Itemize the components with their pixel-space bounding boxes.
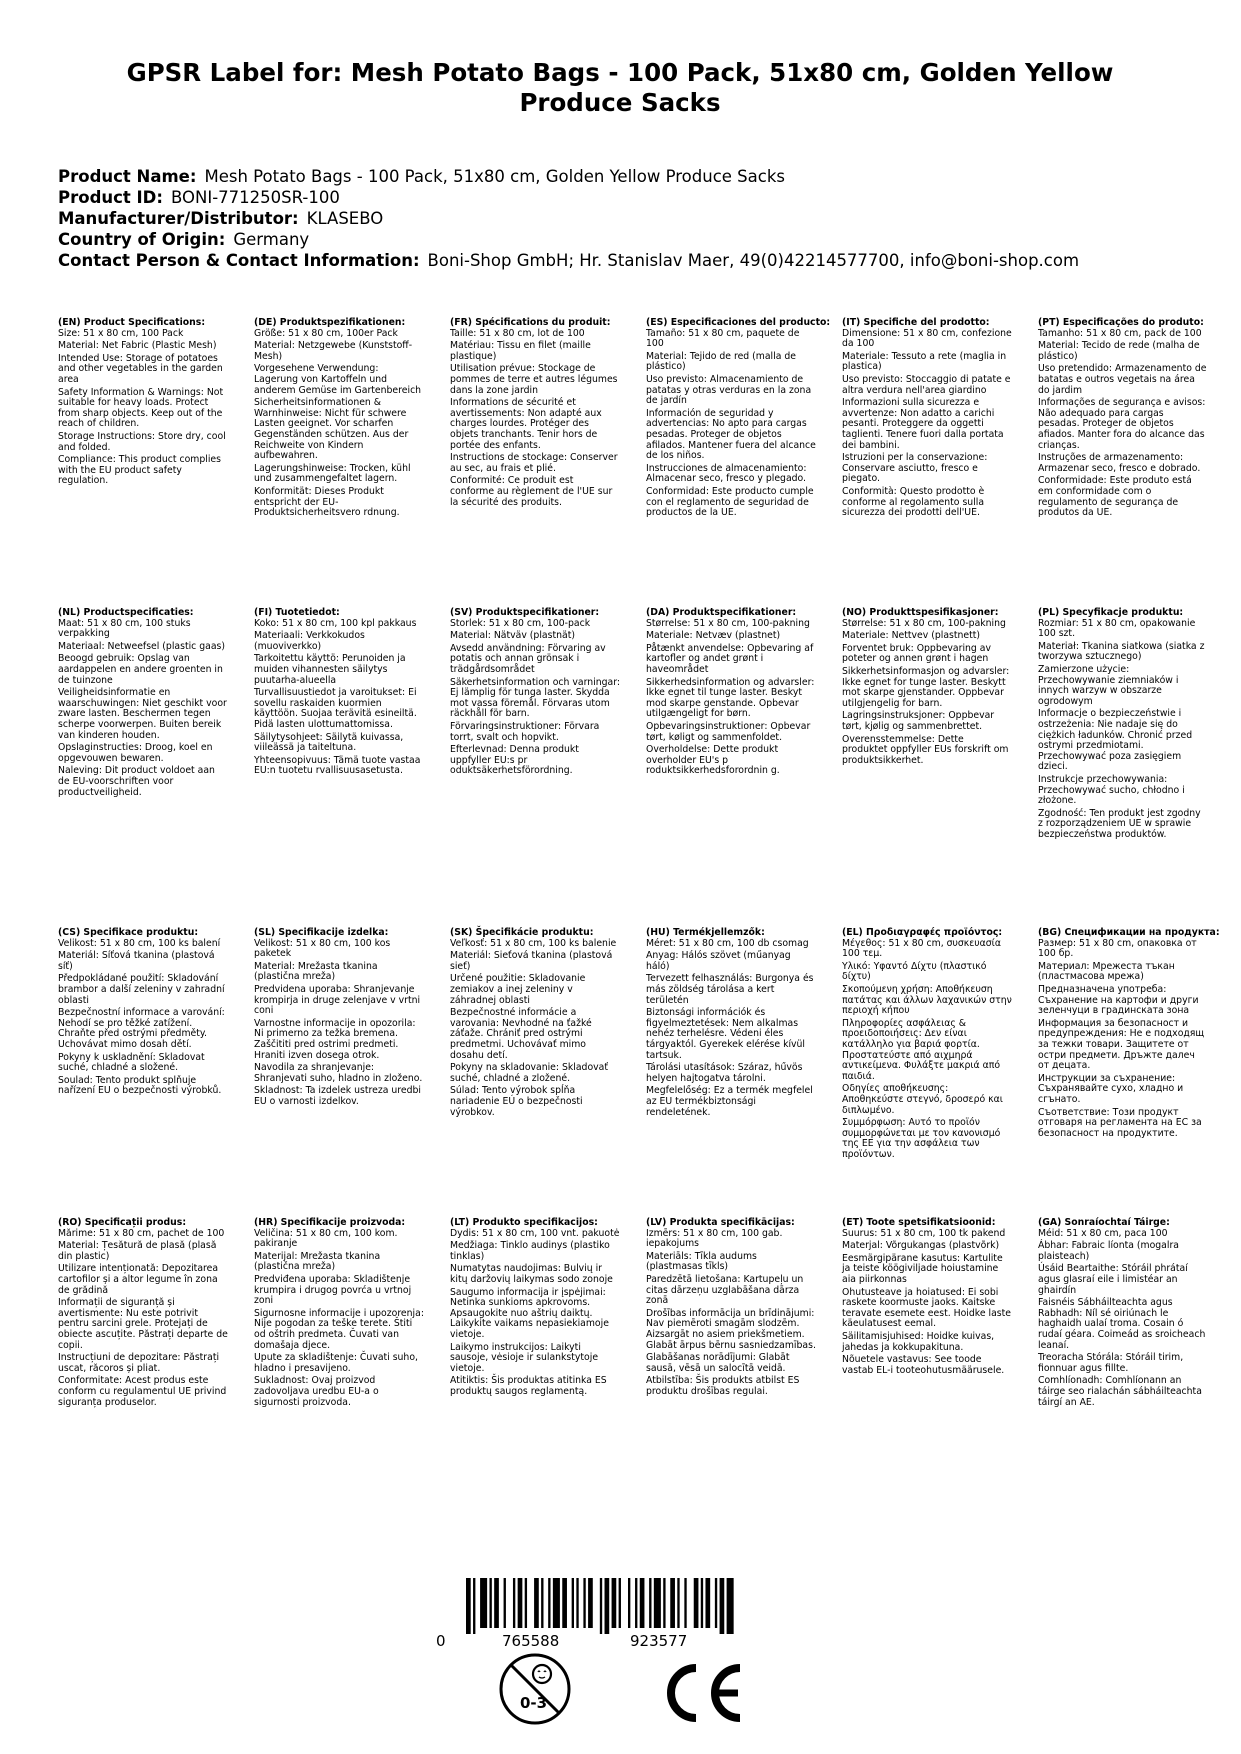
spec-block [254,1218,424,1410]
spec-item: Dydis: 51 x 80 cm, 100 vnt. pakuotė [450,1227,620,1239]
spec-block [58,608,228,800]
spec-item: Anyag: Hálós szövet (műanyag háló) [646,950,791,972]
spec-item: Utilisation prévue: Stockage de pommes de terre et autres légumes dans la zone jardin [450,363,618,396]
spec-item: Velikost: 51 x 80 cm, 100 kos paketek [254,937,391,960]
barcode-bar [670,1578,675,1628]
spec-heading: (CS) Specifikace produktu: [58,927,199,938]
spec-item: Maat: 51 x 80 cm, 100 stuks verpakking [58,617,191,640]
spec-item: Forventet bruk: Oppbevaring av poteter og annen grønt i hagen [842,642,991,665]
page-title: GPSR Label for: Mesh Potato Bags - 100 Pack, 51x80 cm, Golden Yellow Produce Sacks [126,58,1114,117]
barcode-bar [715,1578,717,1628]
ce-mark-icon [660,1662,744,1724]
spec-item: Veličina: 51 x 80 cm, 100 kom. pakiranje [254,1227,398,1250]
spec-item: Navodila za shranjevanje: Shranjevati suho, hladno in zloženo. [254,1062,423,1084]
spec-heading: (ES) Especificaciones del producto: [646,317,831,328]
spec-item: Material: Net Fabric (Plastic Mesh) [58,340,217,352]
spec-item: Soulad: Tento produkt splňuje nařízení EU o bezpečnosti výrobků. [58,1074,222,1097]
spec-heading: (LV) Produkta specifikācijas: [646,1217,795,1228]
barcode-bar [654,1578,661,1628]
spec-item: Vorgesehene Verwendung: Lagerung von Kartoffeln und anderem Gemüse im Gartenbereich [254,363,422,396]
spec-item: Predvidena uporaba: Shranjevanje krompirja in druge zelenjave v vrtni coni [254,983,421,1017]
spec-item: Konformität: Dieses Produkt entspricht der EU-Produktsicherheitsvero rdnung. [254,485,400,519]
spec-item: Bezpečnostné informácie a varovania: Nevhodné na ťažké záťaže. Chrániť pred ostrými predmetmi. Uchovávať mimo dosahu detí. [450,1007,592,1061]
spec-item: Avsedd användning: Förvaring av potatis och annan grönsak i trädgårdsområdet [450,642,606,675]
spec-item: Størrelse: 51 x 80 cm, 100-pakning [646,617,810,629]
spec-item: Informations de sécurité et avertissements: Non adapté aux charges lourdes. Protéger des objets tranchants. Tenir hors de portée des enfants. [450,397,602,451]
barcode-bar [513,1578,515,1628]
spec-item: Säkerhetsinformation och varningar: Ej lämplig för tunga laster. Skydda mot vassa föremål. Förvaras utom räckhåll för barn. [450,676,621,720]
spec-block [58,928,228,1099]
spec-item: Materiale: Netvæv (plastnet) [646,630,781,642]
spec-item: Säilitamisjuhised: Hoidke kuivas, jahedas ja kokkupakituna. [842,1330,995,1353]
spec-heading: (FR) Spécifications du produit: [450,317,611,328]
barcode-bar [694,1578,699,1628]
barcode-bar [489,1578,491,1628]
spec-item: Πληροφορίες ασφάλειας & προειδοποιήσεις: Δεν είναι κατάλληλο για βαριά φορτία. Προστατεύστε από αιχμηρά αντικείμενα. Φυλάξτε μακριά από παιδιά. [842,1017,1001,1082]
spec-item: Predviđena uporaba: Skladištenje krumpira i drugog povrća u vrtnoj zoni [254,1273,412,1307]
spec-item: Informações de segurança e avisos: Não adequado para cargas pesadas. Proteger de objetos afiados. Manter fora do alcance das crianças. [1038,397,1206,451]
spec-item: Информация за безопасност и предупреждения: Не е подходящ за тежки товари. Защитете от остри предмети. Дръжте далеч от децата. [1038,1017,1205,1072]
spec-item: Dimensione: 51 x 80 cm, confezione da 100 [842,327,1012,350]
spec-item: Conformitate: Acest produs este conform cu regulamentul UE privind siguranța produselor. [58,1375,227,1408]
spec-item: Úsáid Beartaithe: Stóráil phrátaí agus glasraí eile i limistéar an ghairdín [1038,1263,1188,1296]
spec-item: Glabāšanas norādījumi: Glabāt sausā, vēsā un salocītā veidā. [646,1352,790,1374]
spec-block [254,608,424,779]
barcode-right-digits: 923577 [630,1632,688,1650]
spec-item: Informacje o bezpieczeństwie i ostrzeżenia: Nie nadaje się do ciężkich ładunków. Chronić przed ostrymi przedmiotami. Przechowywać poza zasięgiem dzieci. [1038,708,1193,773]
spec-item: Sigurnosne informacije i upozorenja: Nije pogodan za teške terete. Štiti od oštrih predmeta. Čuvati van domašaja djece. [254,1307,424,1351]
spec-heading: (NL) Productspecificaties: [58,607,194,618]
spec-item: Conformidade: Este produto está em conformidade com o regulamento de segurança de produtos da UE. [1038,475,1192,519]
spec-block [1038,608,1208,842]
svg-text:0-3: 0-3 [520,1694,548,1712]
spec-block [58,318,228,489]
spec-item: Drošības informācija un brīdinājumi: Nav piemēroti smagām slodzēm. Aizsargāt no asiem priekšmetiem. Glabāt ārpus bērnu sasniedzamības. [646,1307,816,1351]
spec-item: Upute za skladištenje: Čuvati suho, hladno i presavijeno. [254,1352,418,1374]
barcode-bar [628,1578,630,1628]
barcode-bar [612,1578,617,1628]
spec-item: Taille: 51 x 80 cm, lot de 100 [450,327,585,339]
spec-item: Påtænkt anvendelse: Opbevaring af kartofler og andet grønt i haveområdet [646,642,814,675]
spec-block [450,318,620,510]
spec-item: Ábhar: Fabraic líonta (mogalra plaisteach) [1038,1240,1179,1262]
spec-heading: (SL) Specifikacije izdelka: [254,927,389,938]
spec-item: Größe: 51 x 80 cm, 100er Pack [254,327,398,339]
spec-heading: (EN) Product Specifications: [58,317,206,328]
spec-item: Tamaño: 51 x 80 cm, paquete de 100 [646,327,800,350]
barcode-bar [701,1578,703,1628]
spec-block [1038,1218,1208,1410]
spec-item: Storage Instructions: Store dry, cool and folded. [58,430,226,453]
spec-item: Biztonsági információk és figyelmeztetések: Nem alkalmas nehéz terhelésre. Védeni éles tárgyaktól. Gyerekek elérése kívül tartsuk. [646,1007,806,1061]
barcode-bar [480,1578,487,1628]
spec-block [842,318,1012,521]
barcode-bar [548,1578,550,1628]
spec-item: Informații de siguranță și avertismente: Nu este potrivit pentru sarcini grele. Protejați de obiecte ascuțite. Păstrați departe de copii. [58,1297,228,1351]
barcode-left-digits: 765588 [502,1632,560,1650]
barcode-bar [553,1578,560,1628]
barcode-bar [525,1578,527,1628]
spec-block [842,1218,1012,1378]
spec-item: Pokyny k uskladnění: Skladovat suché, chladné a složené. [58,1051,205,1074]
spec-item: Suurus: 51 x 80 cm, 100 tk pakend [842,1227,1006,1239]
spec-block [254,928,424,1110]
spec-item: Paredzētā lietošana: Kartupeļu un citas dārzeņu uzglabāšana dārza zonā [646,1273,804,1307]
spec-item: Intended Use: Storage of potatoes and other vegetables in the garden area [58,352,223,385]
spec-item: Méid: 51 x 80 cm, paca 100 [1038,1227,1168,1239]
barcode-bar [518,1578,523,1628]
spec-item: Materiál: Sieťová tkanina (plastová sieť) [450,950,613,972]
barcode-bar [466,1578,471,1634]
spec-item: Storlek: 51 x 80 cm, 100-pack [450,617,591,629]
spec-item: Matériau: Tissu en filet (maille plastique) [450,340,591,362]
spec-item: Opbevaringsinstruktioner: Opbevar tørt, køligt og sammenfoldet. [646,720,811,743]
barcode-bar [605,1578,610,1634]
barcode-bar [684,1578,686,1628]
spec-item: Sukladnost: Ovaj proizvod zadovoljava uredbu EU-a o sigurnosti proizvoda. [254,1375,379,1408]
spec-item: Opslaginstructies: Droog, koel en opgevouwen bewaren. [58,742,213,764]
barcode [430,1578,760,1648]
spec-item: Størrelse: 51 x 80 cm, 100-pakning [842,617,1006,629]
spec-block [450,608,620,779]
spec-heading: (RO) Specificații produs: [58,1217,187,1228]
barcode-bar [635,1578,637,1628]
barcode-bar [663,1578,665,1628]
spec-item: Bezpečnostní informace a varování: Nehodí se pro těžké zatížení. Chraňte před ostrými předměty. Uchovávat mimo dosah dětí. [58,1007,225,1050]
spec-heading: (EL) Προδιαγραφές προϊόντος: [842,927,1003,938]
spec-item: Istruzioni per la conservazione: Conservare asciutto, fresco e piegato. [842,452,988,485]
barcode-bar [583,1578,585,1628]
barcode-bar [705,1578,710,1628]
spec-grid [58,318,1238,1488]
spec-heading: (SK) Špecifikácie produktu: [450,927,594,938]
spec-item: Säilytysohjeet: Säilytä kuivassa, viileässä ja taiteltuna. [254,731,404,754]
spec-heading: (GA) Sonraíochtaí Táirge: [1038,1217,1170,1228]
spec-item: Conformità: Questo prodotto è conforme al regolamento sulla sicurezza dei prodotti dell'UE. [842,485,985,519]
spec-item: Méret: 51 x 80 cm, 100 db csomag [646,937,809,949]
spec-heading: (IT) Specifiche del prodotto: [842,317,990,328]
spec-heading: (PT) Especificações do produto: [1038,317,1204,328]
spec-item: Zgodność: Ten produkt jest zgodny z rozporządzeniem UE w sprawie bezpieczeństwa produktów. [1038,807,1201,840]
spec-block [450,928,620,1120]
spec-item: Atbilstība: Šis produkts atbilst ES produktu drošības regulai. [646,1375,800,1397]
spec-item: Veiligheidsinformatie en waarschuwingen: Niet geschikt voor zware lasten. Beschermen tegen scherpe voorwerpen. Buiten bereik van kinderen houden. [58,687,227,741]
spec-item: Μέγεθος: 51 x 80 cm, συσκευασία 100 τεμ. [842,937,1001,960]
spec-item: Compliance: This product complies with the EU product safety regulation. [58,454,221,487]
spec-item: Safety Information & Warnings: Not suitable for heavy loads. Protect from sharp objects. Keep out of the reach of children. [58,386,224,430]
spec-item: Veľkosť: 51 x 80 cm, 100 ks balenie [450,937,617,949]
not-for-children-0-3-icon [498,1652,572,1726]
spec-item: Súlad: Tento výrobok spĺňa nariadenie EÚ o bezpečnosti výrobkov. [450,1085,583,1118]
spec-item: Lagringsinstruksjoner: Oppbevar tørt, kjølig og sammenbrettet. [842,710,995,732]
spec-item: Tárolási utasítások: Száraz, hűvös helyen hajtogatva tárolni. [646,1062,803,1084]
spec-item: Uso previsto: Almacenamiento de patatas y otras verduras en la zona de jardín [646,373,812,407]
spec-item: Material: Mrežasta tkanina (plastična mreža) [254,960,378,983]
spec-item: Mărime: 51 x 80 cm, pachet de 100 [58,1227,225,1239]
spec-item: Συμμόρφωση: Αυτό το προϊόν συμμορφώνεται με τον κανονισμό της ΕΕ για την ασφάλεια των προϊόντων. [842,1117,1001,1160]
spec-heading: (DE) Produktspezifikationen: [254,317,406,328]
spec-item: Medžiaga: Tinklo audinys (plastiko tinklas) [450,1240,610,1262]
spec-heading: (DA) Produktspecifikationer: [646,607,797,618]
spec-item: Material: Țesătură de plasă (plasă din plastic) [58,1240,217,1262]
spec-item: Ohutusteave ja hoiatused: Ei sobi raskete koormuste jaoks. Kaitske teravate esemete eest. Hoidke laste käeulatusest eemal. [842,1286,1012,1330]
spec-item: Overensstemmelse: Dette produktet oppfyller EUs forskrift om produktsikkerhet. [842,733,1009,766]
spec-block [58,1218,228,1410]
spec-item: Съответствие: Този продукт отговаря на регламента на ЕС за безопасност на продуктите. [1038,1106,1202,1139]
spec-item: Tarkoitettu käyttö: Perunoiden ja muiden vihannesten säilytys puutarha-alueella [254,653,406,686]
barcode-bar [588,1578,593,1628]
spec-item: Materiāls: Tīkla audums (plastmasas tīkls) [646,1250,757,1273]
spec-item: Sikkerhetsinformasjon og advarsler: Ikke egnet for tunge laster. Beskytt mot skarpe gjenstander. Oppbevar utilgjengelig for barn. [842,665,1010,709]
barcode-bar [473,1578,475,1634]
spec-item: Σκοπούμενη χρήση: Αποθήκευση πατάτας και άλλων λαχανικών στην περιοχή κήπου [842,983,1012,1017]
info-country: Country of Origin: Germany [58,230,310,249]
spec-item: Laikymo instrukcijos: Laikyti sausoje, vėsioje ir sulankstytoje vietoje. [450,1341,599,1374]
spec-item: Materjal: Võrgukangas (plastvõrk) [842,1240,1000,1252]
spec-item: Sicherheitsinformationen & Warnhinweise: Nicht für schwere Lasten geeignet. Vor scharfen Gegenständen schützen. Aus der Reichweite von Kindern aufbewahren. [254,397,409,462]
spec-item: Οδηγίες αποθήκευσης: Αποθηκεύστε στεγνό, δροσερό και διπλωμένο. [842,1083,1003,1116]
spec-item: Materiał: Tkanina siatkowa (siatka z tworzywa sztucznego) [1038,640,1205,663]
spec-block [450,1218,620,1400]
spec-item: Eesmärgipärane kasutus: Kartulite ja teiste köögiviljade hoiustamine aia piirkonnas [842,1252,1003,1285]
spec-item: Uso pretendido: Armazenamento de batatas e outros vegetais na área do jardim [1038,363,1207,396]
barcode-bar [534,1578,539,1628]
spec-block [254,318,424,521]
spec-item: Pokyny na skladovanie: Skladovať suché, chladné a zložené. [450,1062,608,1084]
barcode-bar [576,1578,578,1628]
spec-item: Материал: Мрежеста тъкан (пластмасова мрежа) [1038,960,1175,983]
spec-item: Skladnost: Ta izdelek ustreza uredbi EU o varnosti izdelkov. [254,1085,422,1107]
spec-item: Overholdelse: Dette produkt overholder EU's p roduktsikkerhedsforordnin g. [646,744,780,777]
spec-item: Megfelelőség: Ez a termék megfelel az EU termékbiztonsági rendeletének. [646,1085,813,1118]
spec-item: Υλικό: Υφαντό Δίχτυ (πλαστικό δίχτυ) [842,960,987,983]
barcode-bar [727,1578,734,1634]
spec-item: Izmērs: 51 x 80 cm, 100 gab. iepakojums [646,1227,783,1250]
spec-item: Material: Netzgewebe (Kunststoff-Mesh) [254,340,413,362]
spec-heading: (ET) Toote spetsifikatsioonid: [842,1217,996,1228]
spec-item: Nõuetele vastavus: See toode vastab EL-i tooteohutusmäärusele. [842,1354,1005,1376]
spec-item: Materiale: Nettvev (plastnett) [842,630,981,642]
spec-item: Materiaal: Netweefsel (plastic gaas) [58,640,226,652]
spec-block [1038,318,1208,521]
barcode-bar [600,1578,602,1634]
barcode-bar [541,1578,543,1628]
spec-item: Saugumo informacija ir įspėjimai: Netinka sunkioms apkrovoms. Apsaugokite nuo aštrių daiktų. Laikykite vaikams nepasiekiamoje vietoje. [450,1286,609,1340]
spec-item: Comhlíonadh: Comhlíonann an táirge seo rialachán sábháilteachta táirgí an AE. [1038,1375,1202,1408]
spec-item: Yhteensopivuus: Tämä tuote vastaa EU:n tuotetu rvallisuusasetusta. [254,754,421,777]
spec-item: Información de seguridad y advertencias: No apto para cargas pesadas. Proteger de objetos afilados. Mantener fuera del alcance de los niños. [646,407,816,462]
spec-item: Předpokládané použití: Skladování brambor a další zeleniny v zahradní oblasti [58,973,225,1006]
spec-item: Efterlevnad: Denna produkt uppfyller EU:s pr oduktsäkerhetsförordning. [450,744,579,777]
spec-item: Velikost: 51 x 80 cm, 100 ks balení [58,937,221,949]
spec-heading: (HR) Specifikacije proizvoda: [254,1217,406,1228]
spec-item: Faisnéis Sábháilteachta agus Rabhadh: Níl sé oiriúnach le haghaidh ualaí troma. Cosain ó rudaí géara. Coimeád as sroicheach leanaí. [1038,1297,1206,1351]
spec-item: Utilizare intenționată: Depozitarea cartofilor și a altor legume în zona de grădină [58,1263,219,1296]
spec-item: Conformidad: Este producto cumple con el reglamento de seguridad de productos de la UE. [646,485,814,519]
barcode-bar [720,1578,725,1634]
barcode-first-digit: 0 [436,1632,446,1650]
info-product-name: Product Name: Mesh Potato Bags - 100 Pack, 51x80 cm, Golden Yellow Produce Sacks [58,167,785,186]
spec-item: Materiaali: Verkkokudos (muoviverkko) [254,630,365,652]
spec-item: Material: Nätväv (plastnät) [450,630,575,642]
spec-item: Materiale: Tessuto a rete (maglia in plastica) [842,350,1007,373]
spec-item: Informazioni sulla sicurezza e avvertenze: Non adatto a carichi pesanti. Proteggere da oggetti taglienti. Tenere fuori dalla portata dei bambini. [842,397,1004,451]
spec-block [842,608,1012,768]
spec-item: Zamierzone użycie: Przechowywanie ziemniaków i innych warzyw w obszarze ogrodowym [1038,663,1179,707]
spec-item: Určené použitie: Skladovanie zemiakov a inej zeleniny v záhradnej oblasti [450,973,586,1006]
info-manufacturer: Manufacturer/Distributor: KLASEBO [58,209,384,228]
spec-heading: (NO) Produkttspesifikasjoner: [842,607,999,618]
spec-item: Sikkerhedsinformation og advarsler: Ikke egnet til tunge laster. Beskyt mod skarpe genstande. Opbevar utilgængeligt for børn. [646,676,815,720]
spec-item: Instrucciones de almacenamiento: Almacenar seco, fresco y plegado. [646,462,807,485]
spec-item: Treoracha Stórála: Stóráil tirim, fionnuar agus fillte. [1038,1352,1184,1374]
spec-item: Uso previsto: Stoccaggio di patate e altra verdura nell'area giardino [842,373,1011,396]
spec-item: Инструкции за съхранение: Съхранявайте сухо, хладно и сгънато. [1038,1072,1184,1105]
spec-heading: (BG) Спецификации на продукта: [1038,927,1220,938]
spec-item: Tervezett felhasználás: Burgonya és más zöldség tárolása a kert területén [646,973,814,1006]
spec-block [1038,927,1220,1141]
spec-item: Materijal: Mrežasta tkanina (plastična mreža) [254,1250,381,1273]
spec-item: Tamanho: 51 x 80 cm, pack de 100 [1038,327,1202,339]
barcode-bar [504,1578,506,1628]
spec-heading: (FI) Tuotetiedot: [254,607,340,618]
spec-item: Conformité: Ce produit est conforme au règlement de l'UE sur la sécurité des produits. [450,475,613,508]
info-product-id: Product ID: BONI-771250SR-100 [58,188,340,207]
spec-block [646,928,816,1120]
spec-item: Rozmiar: 51 x 80 cm, opakowanie 100 szt. [1038,617,1196,640]
barcode-bar [619,1578,621,1628]
spec-item: Materiál: Síťová tkanina (plastová síť) [58,950,215,972]
spec-item: Numatytas naudojimas: Bulvių ir kitų daržovių laikymas sodo zonoje [450,1263,613,1285]
spec-item: Beoogd gebruik: Opslag van aardappelen en andere groenten in de tuinzone [58,653,223,686]
spec-item: Turvallisuustiedot ja varoitukset: Ei sovellu raskaiden kuormien käyttöön. Suojaa terävitä esineiltä. Pidä lasten ulottumattomissa. [254,687,417,730]
info-contact: Contact Person & Contact Information: Boni-Shop GmbH; Hr. Stanislav Maer, 49(0)42214577700, info@boni-shop.com [58,251,1080,270]
spec-item: Instrucțiuni de depozitare: Păstrați uscat, răcoros și pliat. [58,1352,220,1374]
spec-heading: (PL) Specyfikacje produktu: [1038,607,1184,618]
spec-item: Material: Tejido de red (malla de plástico) [646,350,796,373]
spec-item: Instruções de armazenamento: Armazenar seco, fresco e dobrado. [1038,452,1201,474]
barcode-bar [677,1578,679,1628]
barcode-bar [649,1578,651,1628]
spec-item: Instructions de stockage: Conserver au sec, au frais et plié. [450,452,618,474]
spec-item: Koko: 51 x 80 cm, 100 kpl pakkaus [254,617,417,629]
spec-item: Instrukcje przechowywania: Przechowywać sucho, chłodno i złożone. [1038,773,1185,807]
spec-item: Предназначена употреба: Съхранение на картофи и други зеленчуци в градинската зона [1038,983,1199,1017]
spec-heading: (HU) Termékjellemzők: [646,927,765,938]
spec-item: Förvaringsinstruktioner: Förvara torrt, svalt och hopvikt. [450,720,600,743]
spec-item: Material: Tecido de rede (malha de plástico) [1038,340,1200,362]
product-info [58,166,1208,271]
spec-item: Size: 51 x 80 cm, 100 Pack [58,327,184,339]
barcode-bar [640,1578,645,1628]
spec-heading: (SV) Produktspecifikationer: [450,607,600,618]
spec-item: Naleving: Dit product voldoet aan de EU-voorschriften voor productveiligheid. [58,765,215,798]
spec-block [842,928,1012,1162]
spec-block [646,608,816,779]
barcode-bar [572,1578,574,1628]
spec-block [646,1218,816,1400]
spec-item: Размер: 51 x 80 cm, опаковка от 100 бр. [1038,937,1197,960]
spec-item: Lagerungshinweise: Trocken, kühl und zusammengefaltet lagern. [254,462,411,485]
barcode-bars [466,1578,736,1634]
spec-block [646,317,831,521]
barcode-bar [562,1578,567,1628]
spec-item: Atitiktis: Šis produktas atitinka ES produktų saugos reglamentą. [450,1375,607,1397]
spec-heading: (LT) Produkto specifikacijos: [450,1217,598,1228]
spec-item: Varnostne informacije in opozorila: Ni primerno za težka bremena. Zaščititi pred ostrimi predmeti. Hraniti izven dosega otrok. [254,1017,416,1061]
barcode-bar [494,1578,499,1628]
